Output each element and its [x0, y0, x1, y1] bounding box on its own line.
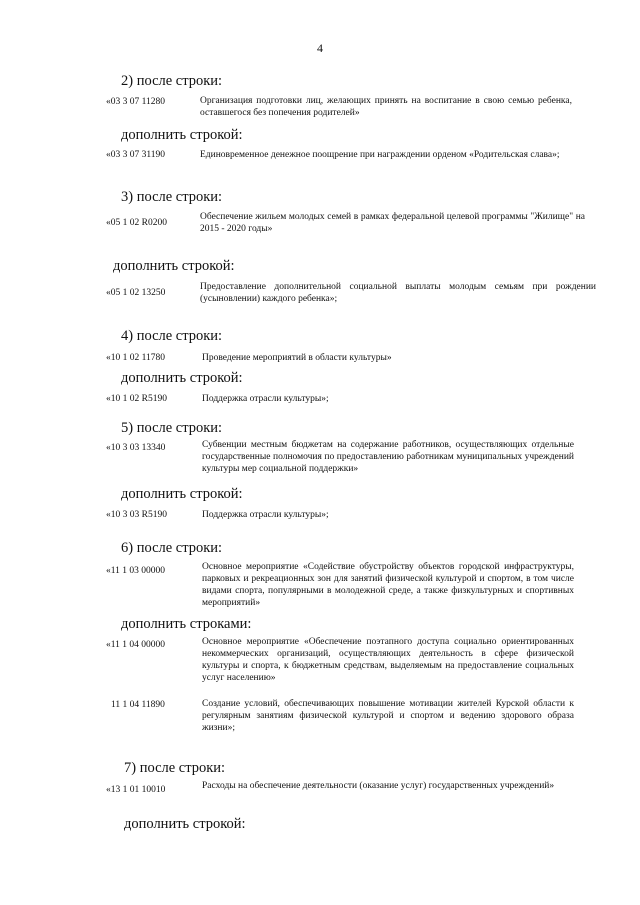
budget-code: «11 1 03 00000 [106, 566, 166, 576]
budget-code: «10 1 02 R5190 [106, 394, 167, 404]
line-description: Основное мероприятие «Содействие обустройству объектов городской инфраструктуры, парковых и рекреационных зон для занятий физической культурой и спортом, в том числе видами спорта, популярными в молодежной среде, а также физкультурных и спортивных мероприятий» [202, 562, 574, 608]
line-description: Создание условий, обеспечивающих повышение мотивации жителей Курской области к регулярным занятиям физической культурой и спортом и ведению здорового образа жизни»; [202, 699, 574, 733]
line-description: Основное мероприятие «Обеспечение поэтапного доступа социально ориентированных некоммерческих организаций, осуществляющих деятельность в сфере физической культуры и спорта, к бюджетным средствам, выделяемым на предоставление социальных услуг населению» [202, 637, 574, 683]
line-description: Поддержка отрасли культуры»; [202, 394, 329, 404]
page-number: 4 [317, 41, 323, 55]
section-header: дополнить строками: [121, 616, 252, 632]
section-header: 3) после строки: [121, 189, 223, 205]
section-header: дополнить строкой: [121, 370, 243, 386]
budget-code: «10 3 03 13340 [106, 443, 166, 453]
section-header: дополнить строкой: [121, 127, 243, 143]
line-description: Проведение мероприятий в области культуры» [202, 353, 392, 363]
section-header: дополнить строкой: [121, 486, 243, 502]
budget-code: «03 3 07 11280 [106, 97, 166, 107]
section-header: 5) после строки: [121, 420, 223, 436]
budget-code: «05 1 02 13250 [106, 288, 166, 298]
line-description: Обеспечение жильем молодых семей в рамках федеральной целевой программы "Жилище" на 2015 - 2020 годы» [200, 212, 585, 234]
budget-code: «03 3 07 31190 [106, 150, 166, 160]
section-header: 6) после строки: [121, 540, 223, 556]
line-description: Поддержка отрасли культуры»; [202, 510, 329, 520]
section-header: 7) после строки: [124, 760, 226, 776]
line-description: Единовременное денежное поощрение при награждении орденом «Родительская слава»; [200, 150, 560, 160]
budget-code: «10 1 02 11780 [106, 353, 166, 363]
section-header: дополнить строкой: [113, 258, 235, 274]
line-description: Расходы на обеспечение деятельности (оказание услуг) государственных учреждений» [202, 781, 555, 791]
section-header: дополнить строкой: [124, 816, 246, 832]
line-description: Субвенции местным бюджетам на содержание работников, осуществляющих отдельные государственные полномочия по предоставлению работникам муниципальных учреждений культуры мер социальной поддержки» [202, 440, 574, 474]
section-header: 4) после строки: [121, 328, 223, 344]
section-header: 2) после строки: [121, 73, 223, 89]
line-description: Организация подготовки лиц, желающих принять на воспитание в свою семью ребенка, оставшегося без попечения родителей» [200, 96, 572, 118]
budget-code: 11 1 04 11890 [111, 700, 165, 710]
budget-code: «05 1 02 R0200 [106, 218, 167, 228]
budget-code: «10 3 03 R5190 [106, 510, 167, 520]
budget-code: «13 1 01 10010 [106, 785, 166, 795]
line-description: Предоставление дополнительной социальной выплаты молодым семьям при рождении (усыновлении) каждого ребенка»; [200, 282, 596, 304]
budget-code: «11 1 04 00000 [106, 640, 166, 650]
